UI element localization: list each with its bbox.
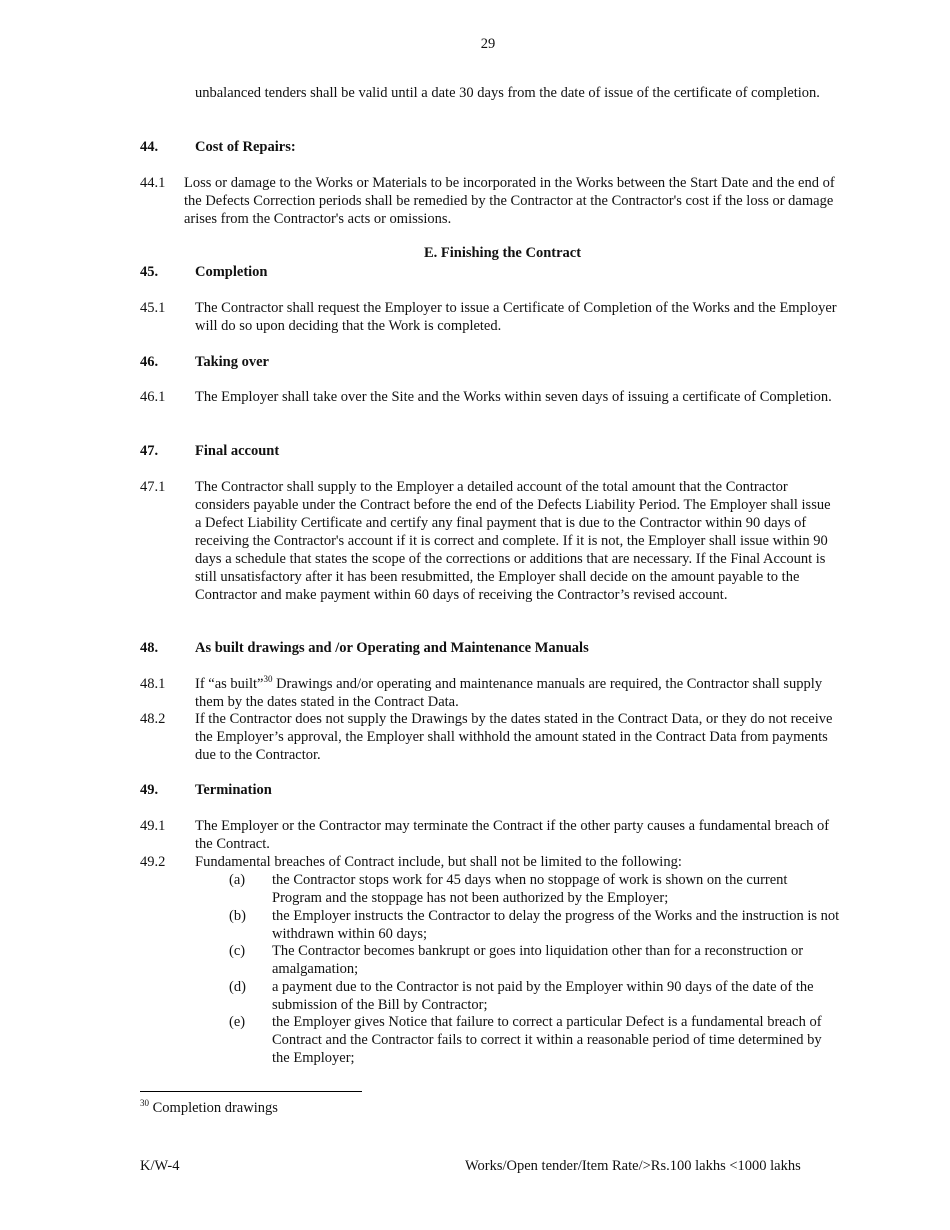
intro-paragraph: unbalanced tenders shall be valid until a date 30 days from the date of issue of the certificate of completion. bbox=[195, 85, 820, 101]
page-number: 29 bbox=[480, 36, 496, 52]
clause-48-number: 48. bbox=[140, 640, 159, 656]
list-item-text: the Employer gives Notice that failure to correct a particular Defect is a fundamental breach of Contract and the Contractor fails to correct it within a reasonable period of time determined by the Employer; bbox=[272, 1014, 822, 1066]
clause-48-2-number: 48.2 bbox=[140, 711, 166, 727]
section-e-heading: E. Finishing the Contract bbox=[423, 245, 582, 261]
clause-48-1-number: 48.1 bbox=[140, 676, 166, 692]
clause-47-1-number: 47.1 bbox=[140, 479, 166, 495]
clause-44-1-text: Loss or damage to the Works or Materials to be incorporated in the Works between the Start Date and the end of the Defects Correction periods shall be remedied by the Contractor at the Contractor's cost if the loss or damage arises from the Contractor's acts or omissions. bbox=[184, 175, 835, 227]
footer-doc-description: Works/Open tender/Item Rate/>Rs.100 lakhs <1000 lakhs bbox=[465, 1158, 801, 1174]
clause-44-title: Cost of Repairs: bbox=[195, 139, 296, 155]
clause-45-1-number: 45.1 bbox=[140, 300, 166, 316]
clause-44-number: 44. bbox=[140, 139, 159, 155]
clause-44-1-number: 44.1 bbox=[140, 175, 166, 191]
footnote-number: 30 bbox=[140, 1098, 149, 1109]
clause-46-number: 46. bbox=[140, 354, 159, 370]
clause-48-1-text-before: If “as built” bbox=[195, 676, 264, 692]
list-item-text: The Contractor becomes bankrupt or goes into liquidation other than for a reconstruction or amalgamation; bbox=[272, 943, 804, 977]
clause-49-number: 49. bbox=[140, 782, 159, 798]
footnote-ref-30: 30 bbox=[263, 674, 273, 685]
footnote-text: Completion drawings bbox=[149, 1100, 278, 1116]
clause-47-1-text: The Contractor shall supply to the Employer a detailed account of the total amount that the Contractor considers payable under the Contract before the end of the Defects Liability Period. The Employer shall issue a Defect Liability Certificate and certify any final payment that is due to the Contractor within 90 days of receiving the Contractor's account if it is correct and complete. If it is not, the Employer shall issue within 90 days a schedule that states the scope of the corrections or additions that are necessary. If the Final Account is still unsatisfactory after it has been resubmitted, the Employer shall decide on the amount payable to the Contractor and make payment within 60 days of receiving the Contractor’s revised account. bbox=[195, 479, 831, 603]
list-item-text: the Employer instructs the Contractor to delay the progress of the Works and the instruction is not withdrawn within 60 days; bbox=[272, 908, 840, 942]
clause-46-1-text: The Employer shall take over the Site and the Works within seven days of issuing a certificate of Completion. bbox=[195, 389, 832, 405]
clause-45-title: Completion bbox=[195, 264, 268, 280]
clause-49-2-number: 49.2 bbox=[140, 854, 166, 870]
clause-47-title: Final account bbox=[195, 443, 280, 459]
list-item-text: the Contractor stops work for 45 days when no stoppage of work is shown on the current Program and the stoppage has not been authorized by the Employer; bbox=[272, 872, 788, 906]
clause-47-number: 47. bbox=[140, 443, 159, 459]
clause-48-1-text bbox=[195, 675, 840, 711]
list-item-label: (d) bbox=[229, 979, 246, 995]
list-item-label: (c) bbox=[229, 943, 246, 959]
clause-49-1-text: The Employer or the Contractor may terminate the Contract if the other party causes a fundamental breach of the Contract. bbox=[195, 818, 830, 852]
clause-48-2-text: If the Contractor does not supply the Drawings by the dates stated in the Contract Data, or they do not receive the Employer’s approval, the Employer shall withhold the amount stated in the Contract Data from payments due to the Contractor. bbox=[195, 711, 833, 763]
footnote bbox=[140, 1099, 278, 1117]
list-item-text: a payment due to the Contractor is not paid by the Employer within 90 days of the date of the submission of the Bill by Contractor; bbox=[272, 979, 814, 1013]
list-item-label: (e) bbox=[229, 1014, 246, 1030]
clause-45-number: 45. bbox=[140, 264, 159, 280]
clause-46-title: Taking over bbox=[195, 354, 269, 370]
list-item-label: (a) bbox=[229, 872, 246, 888]
clause-49-2-text: Fundamental breaches of Contract include, but shall not be limited to the following: bbox=[195, 854, 682, 870]
footnote-separator bbox=[140, 1091, 362, 1092]
list-item-label: (b) bbox=[229, 908, 246, 924]
clause-48-1-text-after: Drawings and/or operating and maintenance manuals are required, the Contractor shall supply them by the dates stated in the Contract Data. bbox=[195, 676, 823, 710]
clause-49-title: Termination bbox=[195, 782, 272, 798]
clause-48-title: As built drawings and /or Operating and Maintenance Manuals bbox=[195, 640, 589, 656]
footer-doc-code: K/W-4 bbox=[140, 1158, 180, 1174]
clause-49-1-number: 49.1 bbox=[140, 818, 166, 834]
clause-46-1-number: 46.1 bbox=[140, 389, 166, 405]
clause-45-1-text: The Contractor shall request the Employer to issue a Certificate of Completion of the Works and the Employer will do so upon deciding that the Work is completed. bbox=[195, 300, 837, 334]
